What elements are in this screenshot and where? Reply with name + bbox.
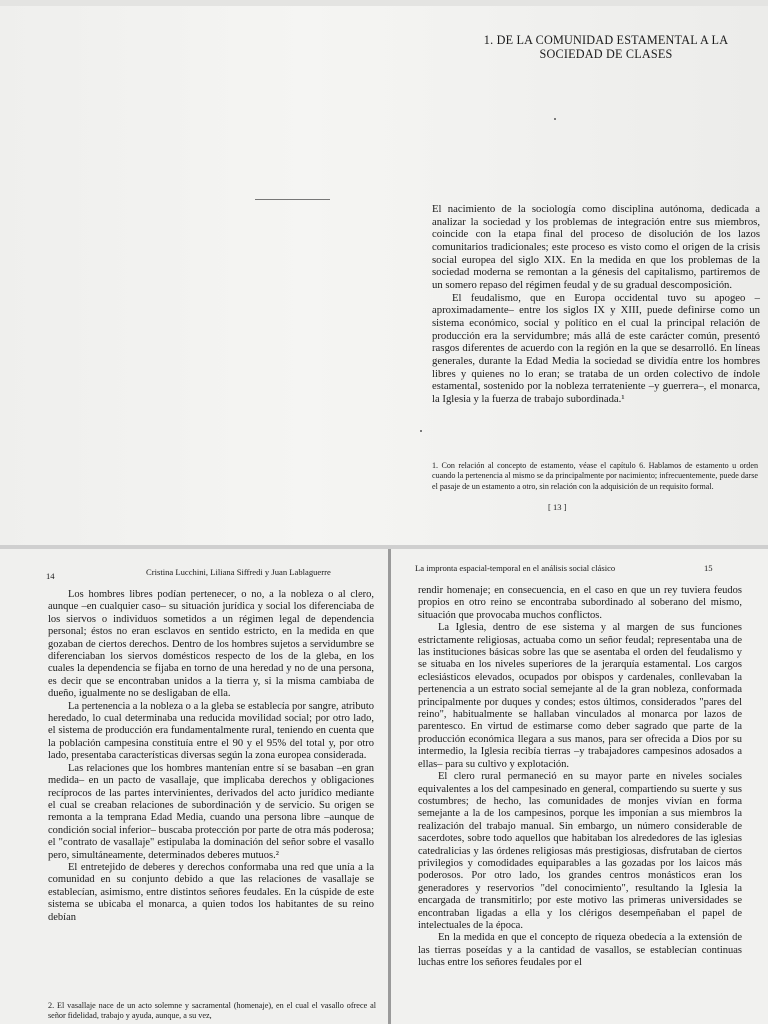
footnote: [432, 461, 758, 492]
page-13-body: [432, 203, 760, 406]
page-number: 14: [46, 571, 55, 581]
scan-speck: [420, 430, 422, 432]
paragraph: Los hombres libres podían pertenecer, o no, a la nobleza o al clero, aunque –en cualquier caso– su situación jurídica y social los diferenciaba de los siervos o individuos sometidos a un régimen legal de dependencia personal; éstos no eran esclavos en sentido estricto, en la medida en que gozaban de ciertos derechos. Dentro de los hombres sujetos a servidumbre se diferenciaban los siervos domésticos respecto de los de la gleba, en los cuales la dependencia se fijaba en torno de una heredad y no de una persona, es decir que se encontraban unidos a la tierra y, si la misma cambiaba de dueño, igualmente no se desligaban de ella.: [48, 589, 374, 700]
footnote-text: 1. Con relación al concepto de estamento, véase el capítulo 6. Hablamos de estamento u orden cuando la pertenencia al mismo se da principalmente por nacimiento; infrecuentemente, puede darse el pasaje de un estamento a otro, sin relación con la adquisición de un requisito formal.: [432, 461, 758, 491]
paragraph: El entretejido de deberes y derechos conformaba una red que unía a la comunidad en su conjunto debido a que las relaciones de vasallaje se establecían, asimismo, entre distintos señores feudales. En la cúspide de este sistema se ubicaba el monarca, a quien todos los habitantes de su reino debían: [48, 861, 374, 923]
footnote-text: 2. El vasallaje nace de un acto solemne y sacramental (homenaje), en el cual el vasallo ofrece al señor fidelidad, trabajo y ayuda, aunque, a su vez,: [48, 1001, 376, 1021]
chapter-title-line-1: 1. DE LA COMUNIDAD ESTAMENTAL A LA: [483, 33, 729, 47]
paragraph: La pertenencia a la nobleza o a la gleba se establecía por sangre, atributo heredado, lo cual determinaba una reducida movilidad social; por otro lado, el sistema de producción era fundamentalmente rural, teniendo en cuenta que la población campesina constituía entre el 90 y el 95% del total y, por otro lado, presentaba características diversas según la zona europea considerada.: [48, 700, 374, 762]
paragraph: El nacimiento de la sociología como disciplina autónoma, dedicada a analizar la sociedad y los problemas de integración entre sus miembros, coincide con la etapa final del proceso de disolución de los lazos comunitarios tradicionales; este proceso es visto como el origen de la crisis social europea del siglo XIX. En la medida en que los problemas de la sociedad moderna se remontan a la génesis del capitalismo, partiremos de un somero repaso del régimen feudal y de su gradual descomposición.: [432, 203, 760, 291]
page-15: [391, 549, 768, 1024]
page-15-body: [418, 585, 742, 970]
decorative-rule: [255, 199, 330, 200]
scan-top-edge: [0, 0, 768, 6]
paragraph: Las relaciones que los hombres mantenían entre sí se basaban –en gran medida– en un pacto de vasallaje, que implicaba derechos y obligaciones recíprocos de las partes intervinientes, derivados del acto jurídico mediante el cual se creaban relaciones de subordinación y de servicio. Su origen se remonta a la temprana Edad Media, cuando una persona libre –aunque de condición social inferior– buscaba protección por parte de otra más poderosa; el "contrato de vasallaje" estipulaba la dominación del señor sobre el vasallo pero, simultáneamente, determinados deberes mutuos.²: [48, 762, 374, 861]
scan-speck: [554, 118, 556, 120]
footnote: [48, 1001, 376, 1021]
running-head: Cristina Lucchini, Liliana Siffredi y Juan Lablaguerre: [146, 567, 331, 577]
page-number: 15: [704, 563, 713, 573]
paragraph: La Iglesia, dentro de ese sistema y al margen de sus funciones estrictamente religiosas, actuaba como un señor feudal; representaba una de las instituciones básicas sobre las que se asentaba el orden del feudalismo y se situaba en los niveles superiores de la jerarquía estamental. Los cargos eclesiásticos elevados, ocupados por obispos y cardenales, conllevaban la pertenencia a un estrato social semejante al de la gran nobleza, conformada principalmente por duques y condes; estos últimos, considerados "pares del reino", habitualmente se hallaban vinculados al monarca por lazos de parentesco. En virtud de estimarse como deber sagrado que parte de la producción económica llegara a sus manos, para ser ofrecida a Dios por su intermedio, la Iglesia recibía tierras –y trabajadores campesinos adosados a ellas– para su cultivo y explotación.: [418, 622, 742, 770]
running-head: La impronta espacial-temporal en el análisis social clásico: [415, 563, 616, 573]
paragraph: El feudalismo, que en Europa occidental tuvo su apogeo –aproximadamente– entre los siglos IX y XIII, puede definirse como un sistema económico, social y político en el cual la principal relación de producción era la servidumbre; más allá de este carácter común, presentó rasgos diferentes de acuerdo con la región en la que se desarrolló. En líneas generales, durante la Edad Media la sociedad se dividía entre los hombres libres y quienes no lo eran; se trataba de un orden colectivo de índole estamental, sostenido por la nobleza terrateniente –y guerrera–, el monarca, la Iglesia y la fuerza de trabajo subordinada.¹: [432, 291, 760, 405]
page-number: [ 13 ]: [548, 502, 567, 512]
page-14-body: [48, 589, 374, 924]
paragraph: rendir homenaje; en consecuencia, en el caso en que un rey tuviera feudos propios en otro reino se encontraba subordinado al soberano del mismo, situación que provocaba muchos conflictos.: [418, 585, 742, 621]
page-14: [0, 549, 388, 1024]
paragraph: El clero rural permaneció en su mayor parte en niveles sociales equivalentes a los del campesinado en general, compartiendo su suerte y sus costumbres; de hecho, las comunidades de monjes vivían en forma semejante a la de los campesinos, porque les imponían a sus miembros la realización del trabajo manual. Sin embargo, un número considerable de sacerdotes, sobre todo aquellos que habitaban los alrededores de las iglesias catedralicias y las órdenes religiosas más prestigiosas, disfrutaban de ciertos privilegios y comodidades equiparables a las gozadas por los laicos más poderosos. Por otro lado, los grandes centros monásticos eran los generadores y reservorios "del conocimiento", resultando la Iglesia la encargada de transmitirlo; por este motivo las primeras universidades se encontraban ligadas a ella y los clérigos desempeñaban el papel de intelectuales de la época.: [418, 771, 742, 931]
chapter-title-line-2: SOCIEDAD DE CLASES: [539, 47, 673, 61]
paragraph: En la medida en que el concepto de riqueza obedecía a la extensión de las tierras poseídas y a la cantidad de vasallos, se establecían continuas luchas entre los señores feudales por el: [418, 932, 742, 969]
chapter-title: [446, 33, 766, 61]
